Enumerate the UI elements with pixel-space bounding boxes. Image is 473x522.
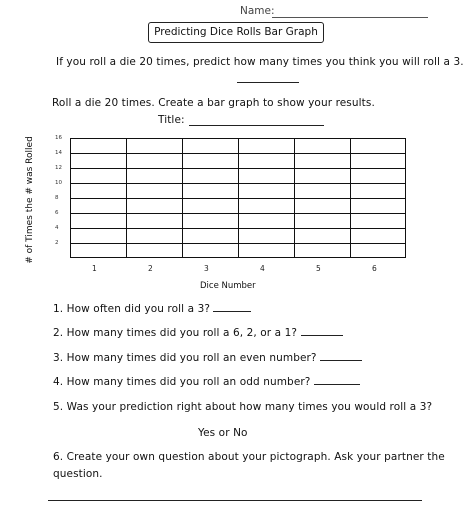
x-tick-label: 4 <box>260 264 265 273</box>
y-tick-label: 16 <box>55 135 62 141</box>
x-tick-label: 3 <box>204 264 209 273</box>
answer-line-3[interactable] <box>320 360 362 361</box>
question-6-answer-line[interactable] <box>48 500 422 501</box>
x-axis-label: Dice Number <box>200 281 256 291</box>
grid-horizontal-line <box>71 153 405 154</box>
question-4: 4. How many times did you roll an odd number? <box>53 376 360 388</box>
name-label: Name: <box>240 5 275 17</box>
prediction-answer-line[interactable] <box>237 82 299 83</box>
y-tick-label: 4 <box>55 225 59 231</box>
y-tick-label: 12 <box>55 165 62 171</box>
question-6-line-2: question. <box>53 468 103 480</box>
grid-horizontal-line <box>71 168 405 169</box>
question-2: 2. How many times did you roll a 6, 2, or a 1? <box>53 327 343 339</box>
grid-horizontal-line <box>71 228 405 229</box>
x-tick-label: 1 <box>92 264 97 273</box>
y-tick-label: 10 <box>55 180 62 186</box>
question-6-line-1: 6. Create your own question about your pictograph. Ask your partner the <box>53 451 445 463</box>
x-tick-label: 2 <box>148 264 153 273</box>
instructions: Roll a die 20 times. Create a bar graph to show your results. <box>52 97 375 109</box>
grid-horizontal-line <box>71 243 405 244</box>
question-3: 3. How many times did you roll an even number? <box>53 352 362 364</box>
y-axis-label: # of Times the # was Rolled <box>25 136 35 264</box>
y-tick-label: 6 <box>55 210 59 216</box>
grid-horizontal-line <box>71 183 405 184</box>
y-tick-label: 8 <box>55 195 59 201</box>
x-tick-label: 6 <box>372 264 377 273</box>
y-tick-label: 14 <box>55 150 62 156</box>
grid-horizontal-line <box>71 198 405 199</box>
name-field[interactable] <box>272 17 428 18</box>
prediction-prompt: If you roll a die 20 times, predict how many times you think you will roll a 3. <box>56 56 464 68</box>
answer-line-4[interactable] <box>314 384 360 385</box>
yes-no-option[interactable]: Yes or No <box>198 427 248 439</box>
worksheet-title: Predicting Dice Rolls Bar Graph <box>148 22 324 43</box>
y-tick-label: 2 <box>55 240 59 246</box>
x-tick-label: 5 <box>316 264 321 273</box>
question-1: 1. How often did you roll a 3? <box>53 303 251 315</box>
graph-title-label: Title: <box>158 114 185 126</box>
bar-graph-grid <box>70 138 406 258</box>
question-5: 5. Was your prediction right about how many times you would roll a 3? <box>53 401 433 413</box>
answer-line-2[interactable] <box>301 335 343 336</box>
answer-line-1[interactable] <box>213 311 251 312</box>
graph-title-line[interactable] <box>189 125 324 126</box>
grid-horizontal-line <box>71 213 405 214</box>
